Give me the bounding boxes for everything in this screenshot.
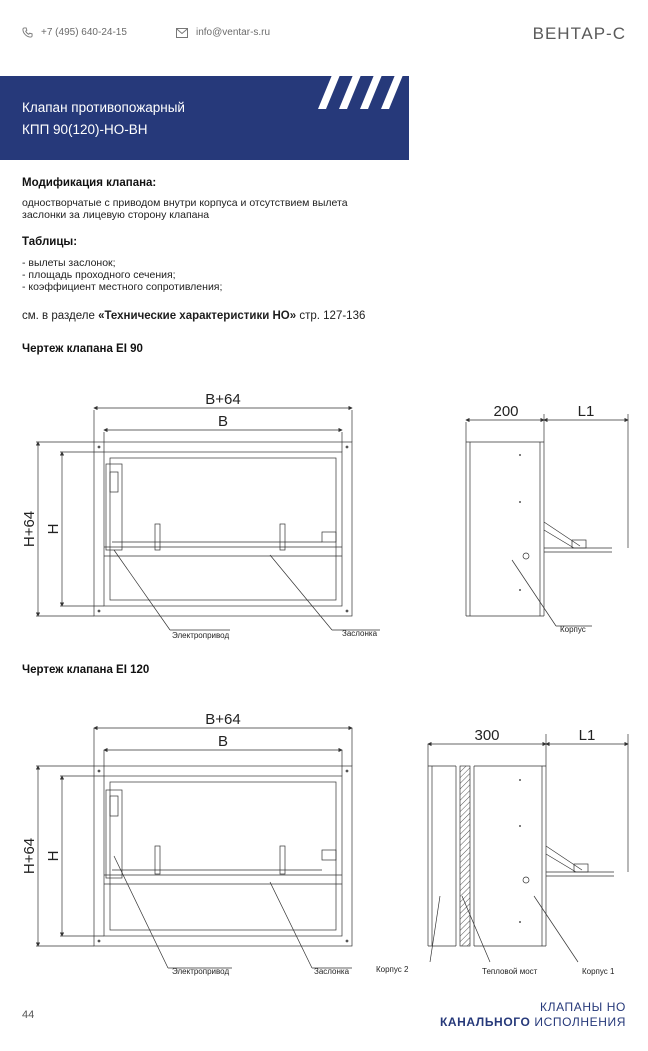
dim-l1-label: L1 (577, 403, 595, 420)
tables-list-item: - коэффициент местного сопротивления; (22, 281, 223, 293)
modification-line1: одностворчатые с приводом внутри корпуса и отсутствием вылета (22, 197, 348, 209)
tables-list-item: - площадь проходного сечения; (22, 269, 176, 281)
page-number: 44 (22, 1009, 35, 1021)
dim-h64-label: H+64 (21, 510, 38, 548)
side-view-ei120 (428, 734, 628, 962)
banner-title (22, 97, 185, 141)
label-damper: Заслонка (314, 967, 350, 976)
dim-200-label: 200 (493, 403, 519, 420)
banner-title-line2: КПП 90(120)-НО-ВН (22, 122, 148, 137)
brand-logo-text: ВЕНТАР-С (532, 24, 626, 43)
label-body-2: Корпус 2 (376, 965, 409, 974)
drawing-ei90 (0, 380, 648, 650)
dim-b64-label: B+64 (205, 391, 241, 408)
reference-text (22, 310, 365, 322)
dim-h-label: H (45, 523, 62, 535)
banner-title-line1: Клапан противопожарный (22, 100, 185, 115)
footer-line2-rest: ИСПОЛНЕНИЯ (530, 1015, 626, 1029)
label-actuator: Электропривод (172, 967, 230, 976)
drawing-ei120-title: Чертеж клапана EI 120 (22, 664, 150, 676)
side-view-ei90 (466, 414, 628, 626)
dim-b-label: B (217, 733, 229, 750)
front-view-ei90 (36, 408, 380, 630)
footer-line2-bold: КАНАЛЬНОГО (439, 1015, 531, 1029)
dim-b-label: B (217, 413, 229, 430)
header-email[interactable] (176, 27, 270, 38)
dim-300-label: 300 (474, 727, 500, 744)
footer-line2 (440, 1015, 626, 1030)
dim-h64-label: H+64 (21, 837, 38, 875)
front-view-ei120 (36, 728, 352, 968)
tables-list (22, 257, 222, 293)
header-phone[interactable] (22, 27, 127, 38)
label-body: Корпус (560, 625, 586, 634)
banner-stripes-decoration (318, 75, 410, 109)
modification-line2: заслонки за лицевую сторону клапана (22, 209, 210, 221)
mail-icon (176, 28, 188, 38)
dim-b64-label: B+64 (205, 711, 241, 728)
dim-l1-label: L1 (578, 727, 596, 744)
tables-list-item: - вылеты заслонок; (22, 257, 116, 269)
email-address: info@ventar-s.ru (196, 27, 271, 38)
label-thermal-bridge: Тепловой мост (482, 967, 538, 976)
reference-link[interactable]: «Технические характеристики НО» (98, 310, 297, 322)
footer-section-title (440, 1000, 626, 1030)
tables-heading: Таблицы: (22, 236, 78, 248)
reference-suffix: стр. 127-136 (296, 310, 366, 322)
drawing-ei90-title: Чертеж клапана EI 90 (22, 343, 143, 355)
footer-line1: КЛАПАНЫ НО (540, 1000, 626, 1014)
drawing-ei120 (0, 700, 648, 990)
reference-prefix: см. в разделе (22, 310, 99, 322)
modification-heading: Модификация клапана: (22, 177, 157, 189)
label-actuator: Электропривод (172, 631, 230, 640)
dim-h-label: H (45, 850, 62, 862)
label-body-1: Корпус 1 (582, 967, 615, 976)
phone-number: +7 (495) 640-24-15 (41, 27, 127, 38)
label-damper: Заслонка (342, 629, 378, 638)
phone-icon (22, 27, 33, 38)
modification-text (22, 197, 348, 221)
